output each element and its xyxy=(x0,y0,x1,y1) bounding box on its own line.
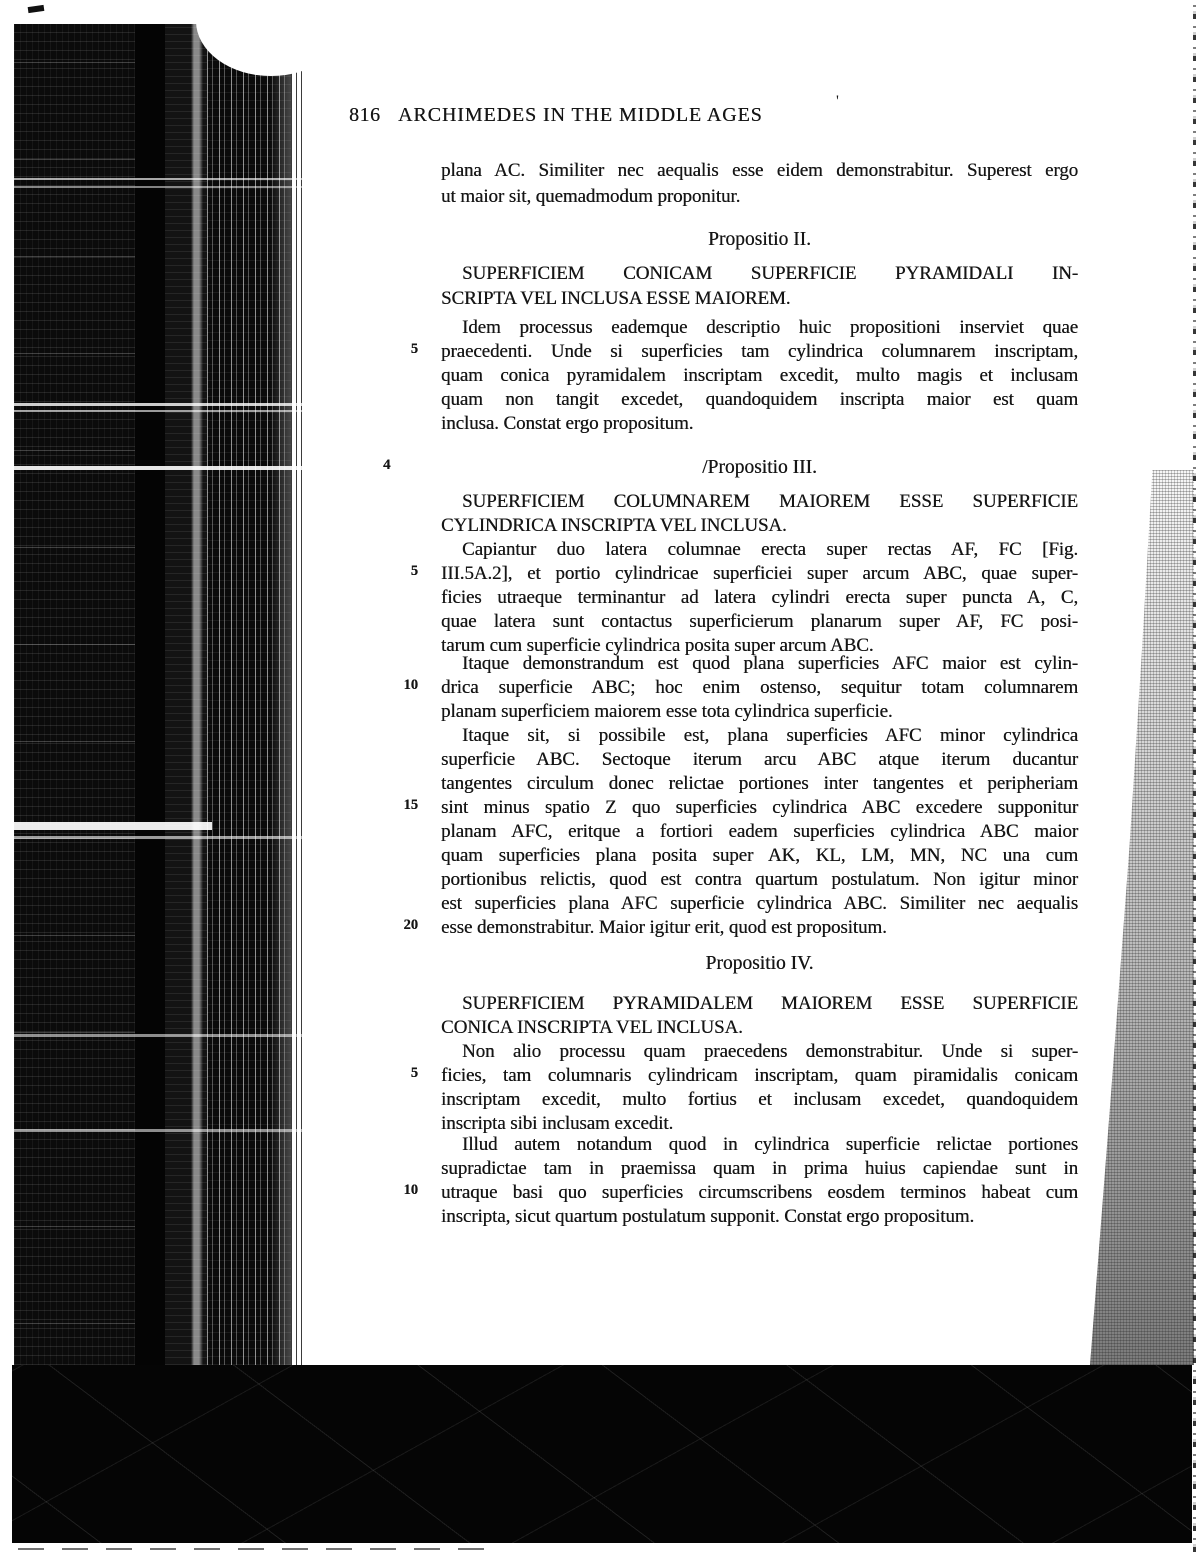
proposition-2-paragraph xyxy=(441,316,1078,436)
text-line: Itaque demonstrandum est quod plana superficies AFC maior est cylin- xyxy=(462,653,1078,674)
proposition-3-paragraph-3 xyxy=(441,724,1078,940)
margin-line-number: 15 xyxy=(403,797,418,813)
proposition-2-heading: Propositio II. xyxy=(708,229,811,250)
running-header xyxy=(0,104,1200,130)
gutter-scan-artifact xyxy=(14,24,135,1365)
text-line: inscripta, sicut quartum postulatum supponit. Constat ergo propositum. xyxy=(441,1206,975,1227)
proposition-4-paragraph-2 xyxy=(441,1133,1078,1229)
text-line: esse demonstrabitur. Maior igitur erit, quod est propositum. xyxy=(441,917,887,938)
scan-white-line xyxy=(12,466,305,470)
proposition-3-heading: /Propositio III. xyxy=(702,457,817,478)
text-line: supradictae tam in praemissa quam in prima huius capiendae sunt in xyxy=(441,1158,1078,1179)
text-line: tarum cum superficie cylindrica posita super arcum ABC. xyxy=(441,635,874,656)
scan-white-line xyxy=(12,836,304,839)
margin-line-number: 5 xyxy=(410,563,418,579)
text-line: praecedenti. Unde si superficies tam cylindrica columnarem inscriptam, xyxy=(441,341,1078,362)
scan-white-line xyxy=(12,410,304,412)
margin-line-number: 5 xyxy=(410,1065,418,1081)
text-line: Non alio processu quam praecedens demonstrabitur. Unde si super- xyxy=(462,1041,1078,1062)
scan-white-line xyxy=(12,403,304,406)
proposition-3-statement xyxy=(441,490,1078,538)
text-line: portionibus relictis, quod est contra quartum postulatum. Non igitur minor xyxy=(441,869,1078,890)
text-line: quam non tangit excedet, quandoquidem inscripta maior est quam xyxy=(441,389,1078,410)
text-line: ficies utraeque terminantur ad latera cylindri erecta super puncta A, C, xyxy=(441,587,1078,608)
proposition-3-paragraph-2 xyxy=(441,652,1078,724)
text-line: ficies, tam columnaris cylindricam inscriptam, quam piramidalis conicam xyxy=(441,1065,1078,1086)
text-line: utraque basi quo superficies circumscribens eosdem terminos habeat cum xyxy=(441,1182,1078,1203)
proposition-2-statement xyxy=(441,261,1078,311)
text-line: Itaque sit, si possibile est, plana superficies AFC minor cylindrica xyxy=(462,725,1078,746)
proposition-4-heading: Propositio IV. xyxy=(705,953,814,974)
bottom-scan-band xyxy=(12,1365,1192,1543)
text-line: Illud autem notandum quod in cylindrica superficie relictae portiones xyxy=(462,1134,1078,1155)
text-line: inscriptam excedit, multo fortius et inclusam excedet, quandoquidem xyxy=(441,1089,1078,1110)
text-line: plana AC. Similiter nec aequalis esse eidem demonstrabitur. Superest ergo xyxy=(441,160,1078,181)
scan-white-line xyxy=(12,1034,304,1037)
paragraph-intro xyxy=(441,158,1078,210)
margin-line-number: 20 xyxy=(403,917,418,933)
right-edge-shadow-artifact xyxy=(1090,470,1194,1365)
text-line: SUPERFICIEM PYRAMIDALEM MAIOREM ESSE SUPERFICIE xyxy=(462,993,1078,1014)
text-line: planam superficiem maiorem esse tota cylindrica superficie. xyxy=(441,701,893,722)
gutter-scan-artifact-stripes xyxy=(207,24,291,1365)
text-line: SUPERFICIEM COLUMNAREM MAIOREM ESSE SUPERFICIE xyxy=(462,491,1078,512)
text-line: tangentes circulum donec relictae portiones inter tangentes et peripheriam xyxy=(441,773,1078,794)
proposition-3-paragraph-1 xyxy=(441,538,1078,658)
proposition-4-paragraph-1 xyxy=(441,1040,1078,1136)
text-line: inscripta sibi inclusam excedit. xyxy=(441,1113,674,1134)
gutter-scan-artifact-streak xyxy=(165,24,207,1365)
text-line: est superficies plana AFC superficie cylindrica ABC. Similiter nec aequalis xyxy=(441,893,1078,914)
margin-folio-number: 4 xyxy=(383,457,391,473)
scan-white-line xyxy=(12,178,304,180)
text-line: ut maior sit, quemadmodum proponitur. xyxy=(441,186,741,207)
text-line: Capiantur duo latera columnae erecta super rectas AF, FC [Fig. xyxy=(462,539,1078,560)
text-line: quae latera sunt contactus superficierum planarum super AF, FC posi- xyxy=(441,611,1078,632)
stray-apostrophe-mark: ' xyxy=(836,93,839,110)
gutter-scan-artifact-edge-stripes xyxy=(291,24,304,1365)
text-line: sint minus spatio Z quo superficies cylindrica ABC excedere supponitur xyxy=(441,797,1078,818)
text-line: SUPERFICIEM CONICAM SUPERFICIE PYRAMIDALI IN- xyxy=(462,263,1078,284)
scan-white-line xyxy=(12,186,304,188)
text-line: quam conica pyramidalem inscriptam excedit, multo magis et inclusam xyxy=(441,365,1078,386)
corner-scan-mark xyxy=(28,5,45,13)
text-line: inclusa. Constat ergo propositum. xyxy=(441,413,694,434)
text-line: SCRIPTA VEL INCLUSA ESSE MAIOREM. xyxy=(441,288,791,309)
text-line: CONICA INSCRIPTA VEL INCLUSA. xyxy=(441,1017,743,1038)
right-edge-dashed-line xyxy=(1193,0,1196,1552)
text-line: CYLINDRICA INSCRIPTA VEL INCLUSA. xyxy=(441,515,787,536)
page-number: 816 xyxy=(349,104,381,126)
scan-white-line xyxy=(12,1129,304,1132)
scan-white-gash xyxy=(12,822,212,830)
text-line: planam AFC, eritque a fortiori eadem superficies cylindrica ABC maior xyxy=(441,821,1078,842)
text-line: drica superficie ABC; hoc enim ostenso, sequitur totam columnarem xyxy=(441,677,1078,698)
margin-line-number: 10 xyxy=(403,1182,418,1198)
text-line: quam superficies plana posita super AK, KL, LM, MN, NC una cum xyxy=(441,845,1078,866)
text-line: III.5A.2], et portio cylindricae superficiei super arcum ABC, quae super- xyxy=(441,563,1078,584)
margin-line-number: 5 xyxy=(410,341,418,357)
proposition-4-statement xyxy=(441,992,1078,1040)
text-line: Idem processus eademque descriptio huic propositioni inserviet quae xyxy=(462,317,1078,338)
bottom-hairline-artifact xyxy=(18,1548,488,1550)
margin-line-number: 10 xyxy=(403,677,418,693)
running-title: ARCHIMEDES IN THE MIDDLE AGES xyxy=(398,104,763,126)
text-line: superficie ABC. Sectoque iterum arcu ABC atque iterum ducantur xyxy=(441,749,1078,770)
gutter-scan-artifact-core xyxy=(135,24,165,1365)
